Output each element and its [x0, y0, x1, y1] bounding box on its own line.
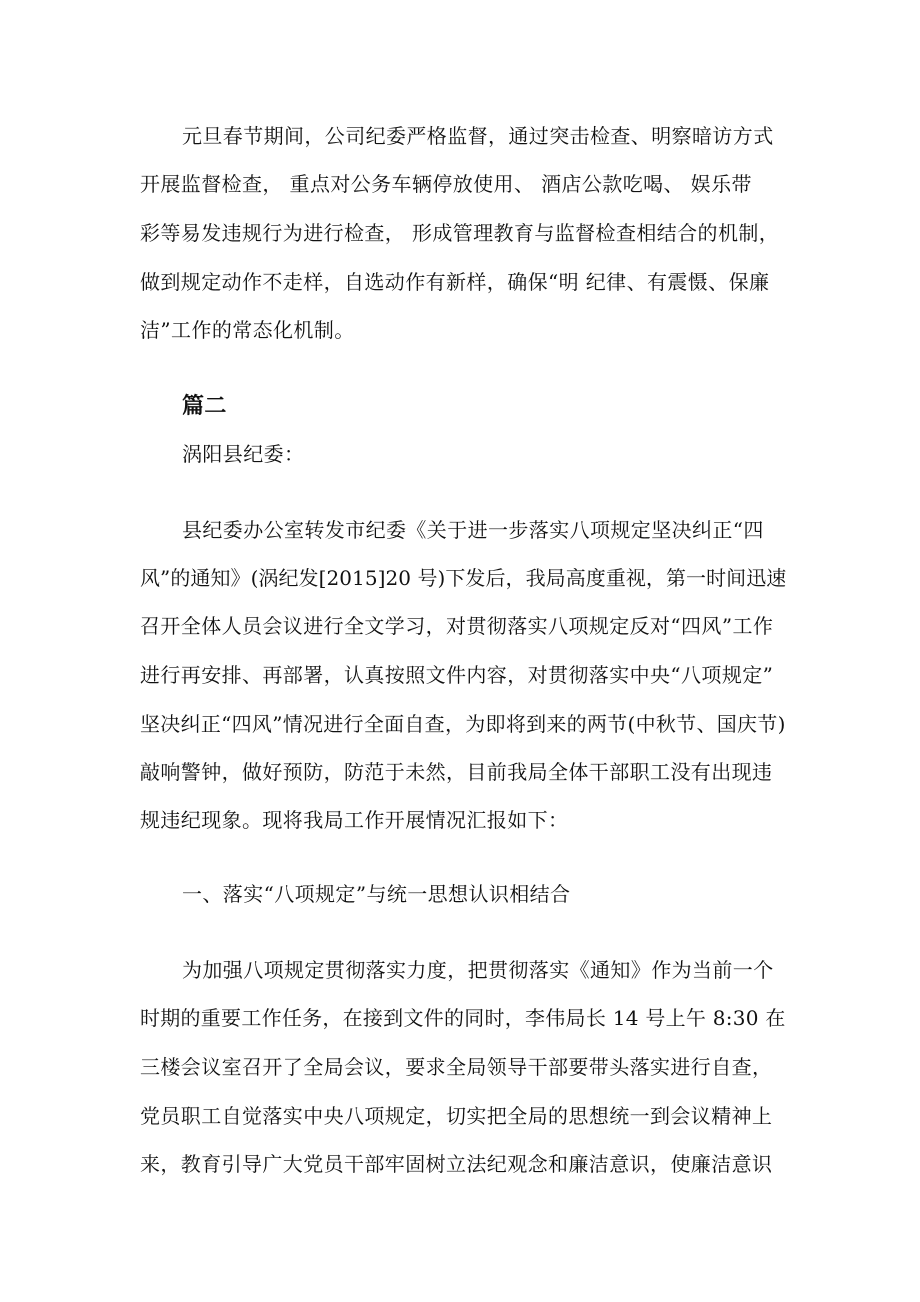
paragraph-line: 风”的通知》(涡纪发[2015]20 号)下发后，我局高度重视，第一时间迅速	[140, 566, 787, 590]
paragraph-line: 进行再安排、再部署，认真按照文件内容，对贯彻落实中央“八项规定”	[140, 663, 774, 687]
paragraph-line: 来，教育引导广大党员干部牢固树立法纪观念和廉洁意识，使廉洁意识	[140, 1152, 773, 1176]
paragraph-line: 元旦春节期间，公司纪委严格监督，通过突击检查、明察暗访方式	[182, 124, 774, 148]
paragraph-line: 做到规定动作不走样，自选动作有新样，确保“明 纪律、有震慑、保廉	[140, 270, 770, 294]
paragraph-line: 规违纪现象。现将我局工作开展情况汇报如下：	[140, 808, 569, 832]
paragraph-line: 敲响警钟，做好预防，防范于未然，目前我局全体干部职工没有出现违	[140, 760, 773, 784]
paragraph-line: 为加强八项规定贯彻落实力度，把贯彻落实《通知》作为当前一个	[182, 958, 774, 982]
paragraph-line: 三楼会议室召开了全局会议，要求全局领导干部要带头落实进行自查，	[140, 1055, 773, 1079]
paragraph-line: 党员职工自觉落实中央八项规定，切实把全局的思想统一到会议精神上	[140, 1104, 773, 1128]
paragraph-line: 时期的重要工作任务，在接到文件的同时，李伟局长 14 号上午 8:30 在	[140, 1006, 786, 1030]
salutation: 涡阳县纪委：	[182, 442, 305, 466]
paragraph-line: 洁”工作的常态化机制。	[140, 318, 355, 342]
paragraph-line: 坚决纠正“四风”情况进行全面自查，为即将到来的两节(中秋节、国庆节)	[140, 712, 786, 736]
paragraph-line: 县纪委办公室转发市纪委《关于进一步落实八项规定坚决纠正“四	[182, 518, 764, 542]
paragraph-line: 召开全体人员会议进行全文学习，对贯彻落实八项规定反对“四风”工作	[140, 614, 774, 638]
subheading-1: 一、落实“八项规定”与统一思想认识相结合	[182, 882, 571, 906]
paragraph-line: 开展监督检查， 重点对公务车辆停放使用、 酒店公款吃喝、 娱乐带	[140, 172, 752, 196]
paragraph-line: 彩等易发违规行为进行检查， 形成管理教育与监督检查相结合的机制，	[140, 221, 780, 245]
section-title: 篇二	[182, 393, 227, 419]
